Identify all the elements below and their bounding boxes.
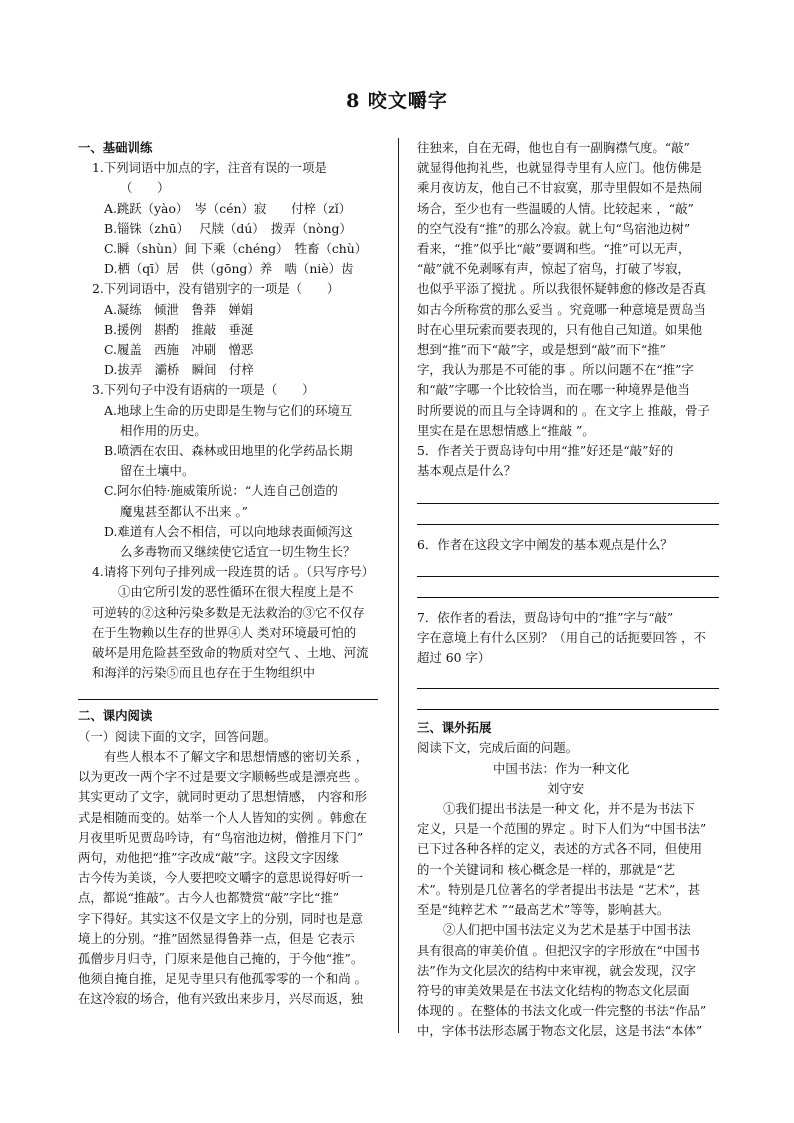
- article-line: 法”作为文化层次的结构中来审视，就会发现，汉字: [417, 962, 696, 978]
- question-4-line: 可逆转的②这种污染多数是无法救治的③它不仅存: [92, 604, 365, 620]
- question-4-line: 破坏是用危险甚至致命的物质对空气 、土地、河流: [92, 645, 369, 661]
- passage-line: 乘月夜访友，他自己不甘寂寞，那寺里假如不是热闹: [417, 180, 702, 196]
- article-line: 至是“纯粹艺术 ”“最高艺术”等等，影响甚大。: [417, 902, 670, 918]
- passage-line: 在这冷寂的场合，他有兴致出来步月，兴尽而返，独: [78, 991, 363, 1007]
- passage-line: 就显得他拘礼些，也就显得寺里有人应门。他仿佛是: [417, 160, 702, 176]
- section-separator: [78, 699, 378, 700]
- answer-line-q7[interactable]: [417, 709, 719, 710]
- passage-line: 有些人根本不了解文字和思想情感的密切关系 ，: [104, 748, 369, 764]
- article-line: 的一个关键词和 核心概念是一样的，那就是“艺: [417, 861, 676, 877]
- question-7-line: 超过 60 字）: [417, 650, 491, 666]
- article-line: 具有很高的审美价值 。但把汉字的字形放在“中国书: [417, 942, 700, 958]
- passage-line: 里实在是在思想情感上“推敲 ”。: [417, 422, 595, 438]
- question-1-option-c: C.瞬（shùn）间 下乘（chéng） 牲畜（chù）: [104, 241, 368, 257]
- article-line: 已下过各种各样的定义，表述的方式各不同，但使用: [417, 841, 702, 857]
- article-line: ①我们提出书法是一种文 化，并不是为书法下: [443, 801, 695, 817]
- article-line: 术”。特别是几位著名的学者提出书法是 “艺术”，甚: [417, 881, 701, 897]
- passage-line: 往独来，自在无碍，他也自有一副胸襟气度。“敲”: [417, 140, 690, 155]
- question-6: 6．作者在这段文字中阐发的基本观点是什么？: [417, 537, 673, 553]
- passage-line: 时在心里玩索而要表现的，只有他自己知道。如果他: [417, 321, 702, 337]
- question-1-option-b: B.锱铢（zhū） 尺牍（dú） 拨弄（nòng）: [104, 220, 352, 236]
- passage-line: 时所要说的而且与全诗调和的 。在文字上 推敲，骨子: [417, 402, 710, 418]
- question-7-line: 字在意境上有什么区别？（用自己的话扼要回答 ，不: [417, 629, 706, 645]
- question-2-option-d: D.拔弄 灞桥 瞬间 付梓: [104, 362, 254, 378]
- answer-line-q6[interactable]: [417, 597, 719, 598]
- question-3-option-line: C.阿尔伯特·施威策所说：“人连自己创造的: [104, 483, 338, 499]
- passage-line: 看来，“推”似乎比“敲”要调和些。“推”可以无声，: [417, 241, 691, 257]
- question-2-stem: 2.下列词语中，没有错别字的一项是（ ）: [92, 281, 340, 297]
- article-title: 中国书法：作为一种文化: [493, 760, 630, 776]
- question-2-option-b: B.援例 斟酌 推敲 垂涎: [104, 321, 254, 337]
- article-author: 刘守安: [547, 780, 585, 796]
- question-3-option-line: A.地球上生命的历史即是生物与它们的环境互: [104, 402, 353, 418]
- passage-line: 想到“推”而下“敲”字，或是想到“敲”而下“推”: [417, 342, 666, 358]
- question-1-paren: （ ）: [120, 180, 170, 196]
- passage-line: 他须自掩自推，足见寺里只有他孤零零的一个和尚 。: [78, 971, 367, 987]
- question-5-line: 基本观点是什么？: [417, 463, 517, 479]
- left-column: [78, 138, 378, 1010]
- reading-intro: （一）阅读下面的文字，回答问题。: [78, 728, 277, 744]
- passage-line: “敲”就不免剥啄有声，惊起了宿鸟，打破了岑寂，: [417, 261, 690, 277]
- question-3-option-line: 留在土壤中。: [120, 463, 195, 479]
- passage-line: 和“敲”字哪一个比较恰当，而在哪一种境界是他当: [417, 382, 690, 398]
- question-7-line: 7．依作者的看法，贾岛诗句中的“推”字与“敲”: [417, 609, 674, 625]
- passage-line: 其实更动了文字，就同时更动了思想情感， 内容和形: [78, 789, 367, 805]
- section-heading-basic: 一、基础训练: [78, 140, 153, 155]
- passage-line: 场合，至少也有一些温暖的人情。比较起来 ，“敲”: [417, 200, 694, 216]
- article-line: ②人们把中国书法定义为艺术是基于中国书法: [443, 922, 691, 938]
- passage-line: 古今传为美谈，今人要把咬文嚼字的意思说得好听一: [78, 870, 363, 886]
- passage-line: 月夜里听见贾岛吟诗，有“鸟宿池边树，僧推月下门”: [78, 829, 364, 845]
- question-1-option-a: A.跳跃（yào） 岑（cén）寂 付梓（zǐ）: [104, 200, 352, 216]
- passage-line: 的空气没有“推”的那么冷寂。就上句“鸟宿池边树”: [417, 220, 691, 236]
- passage-line: 孤僧步月归寺，门原来是他自己掩的，于今他“推”。: [78, 950, 364, 966]
- passage-line: 也似乎平添了搅扰 。所以我很怀疑韩愈的修改是否真: [417, 281, 706, 297]
- section-heading-reading: 二、课内阅读: [78, 708, 153, 724]
- answer-line-q5[interactable]: [417, 524, 719, 525]
- question-2-option-c: C.履盖 西施 冲刷 憎恶: [104, 342, 254, 358]
- article-line: 体现的 。在整体的书法文化或一件完整的书法“作品”: [417, 1003, 707, 1019]
- section-intro: 阅读下文，完成后面的问题。: [417, 740, 579, 756]
- question-4-line: 在于生物赖以生存的世界④人 类对环境最可怕的: [92, 624, 357, 640]
- passage-line: 式是相随而变的。姑举一个人人皆知的实例 。韩愈在: [78, 809, 367, 825]
- question-4-line: 和海洋的污染⑤而且也存在于生物组织中: [92, 665, 316, 681]
- question-1-stem: 1.下列词语中加点的字，注音有误的一项是: [92, 160, 327, 176]
- section-heading-extension: 三、课外拓展: [417, 720, 492, 736]
- question-4-line: ①由它所引发的恶性循环在很大程度上是不: [118, 584, 354, 600]
- answer-line-q6[interactable]: [417, 576, 719, 577]
- question-3-option-line: 魔鬼甚至都认不出来 。”: [120, 503, 248, 519]
- column-divider: [398, 138, 399, 1033]
- question-3-option-line: B.喷洒在农田、森林或田地里的化学药品长期: [104, 443, 353, 459]
- question-3-option-line: D.难道有人会不相信，可以向地球表面倾泻这: [104, 523, 353, 539]
- article-line: 中，字体书法形态属于物态文化层，这是书法“本体”: [417, 1023, 703, 1039]
- question-3-stem: 3.下列句子中没有语病的一项是（ ）: [92, 382, 315, 398]
- question-3-option-line: 相作用的历史。: [120, 422, 207, 438]
- question-2-option-a: A.凝练 倾泄 鲁莽 婵娟: [104, 301, 254, 317]
- article-line: 定义，只是一个范围的界定 。时下人们为“中国书法”: [417, 821, 707, 837]
- passage-line: 两句，劝他把“推”字改成“敲”字。这段文字因缘: [78, 849, 339, 865]
- passage-line: 点，都说“推敲”。古今人也都赞赏“敲”字比“推”: [78, 890, 340, 906]
- passage-line: 如古今所称赏的那么妥当 。究竟哪一种意境是贾岛当: [417, 301, 706, 317]
- question-4-stem: 4.请将下列句子排列成一段连贯的话 。（只写序号）: [92, 564, 375, 580]
- question-5-line: 5．作者关于贾岛诗句中用“推”好还是“敲”好的: [417, 443, 674, 459]
- answer-line-q5[interactable]: [417, 503, 719, 504]
- passage-line: 境上的分别。“推”固然显得鲁莽一点，但是 它表示: [78, 930, 355, 946]
- question-1-option-d: D.栖（qī）居 供（gōng）养 啮（niè）齿: [104, 261, 354, 277]
- question-3-option-line: 么多毒物而又继续使它适宜一切生物生长？: [120, 544, 356, 560]
- answer-line-q7[interactable]: [417, 688, 719, 689]
- article-line: 符号的审美效果是在书法文化结构的物态文化层面: [417, 982, 690, 998]
- passage-line: 以为更改一两个字不过是要文字顺畅些或是漂亮些 。: [78, 769, 367, 785]
- right-column: [417, 138, 719, 1042]
- page-title: 8 咬文嚼字: [346, 90, 448, 112]
- passage-line: 字下得好。其实这不仅是文字上的分别，同时也是意: [78, 910, 363, 926]
- passage-line: 字，我认为那是不可能的事 。所以问题不在“推”字: [417, 362, 694, 378]
